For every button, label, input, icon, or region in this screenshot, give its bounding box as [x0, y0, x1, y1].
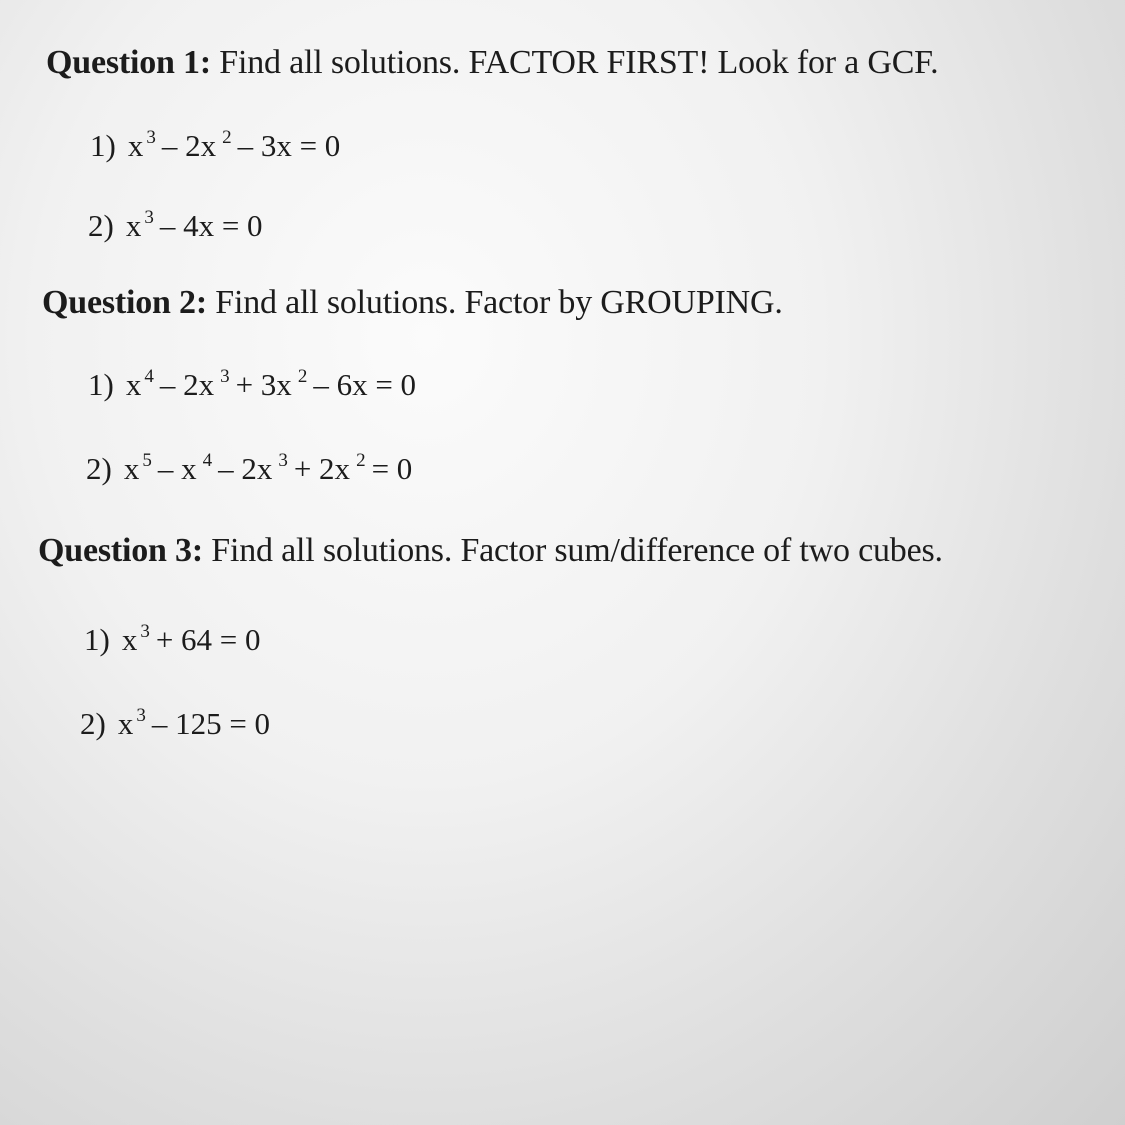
item-number: 2)	[80, 706, 106, 741]
question-1-label: Question 1:	[46, 44, 211, 81]
question-2-item-1	[88, 367, 419, 403]
equation-term: – 2x	[159, 367, 215, 402]
exponent: 3	[146, 127, 156, 148]
question-1-item-2	[88, 208, 266, 244]
question-1-instruction: Find all solutions. FACTOR FIRST! Look for a GCF.	[219, 44, 939, 81]
equation-term: x	[121, 622, 138, 657]
equation-term: – 3x = 0	[237, 128, 341, 163]
exponent: 2	[356, 450, 366, 471]
item-number: 1)	[84, 622, 110, 657]
question-2-item-2	[86, 451, 415, 487]
item-number: 1)	[90, 128, 116, 163]
question-3-item-2	[80, 706, 273, 742]
equation-term: – 4x = 0	[159, 208, 263, 243]
question-3-heading	[38, 532, 943, 570]
question-2-heading	[42, 284, 783, 322]
equation-term: x	[125, 208, 142, 243]
exponent: 3	[140, 621, 150, 642]
exponent: 2	[297, 366, 308, 387]
equation-term: – 125 = 0	[151, 706, 271, 741]
question-3-label: Question 3:	[38, 532, 203, 569]
equation-term: – 6x = 0	[313, 367, 417, 402]
equation-term: + 2x	[293, 451, 351, 486]
equation-term: x	[117, 706, 134, 741]
exponent: 3	[278, 450, 288, 471]
question-1-item-1	[90, 128, 343, 164]
equation-term: + 3x	[235, 367, 292, 402]
item-number: 2)	[88, 208, 114, 243]
exponent: 4	[144, 366, 154, 387]
exponent: 4	[202, 450, 213, 471]
question-1-heading	[46, 44, 938, 82]
question-2-instruction: Find all solutions. Factor by GROUPING.	[215, 284, 783, 321]
item-number: 2)	[86, 451, 112, 486]
equation-term: – x	[157, 451, 197, 486]
exponent: 3	[136, 705, 146, 726]
equation-term: – 2x	[161, 128, 217, 163]
exponent: 2	[222, 127, 232, 148]
exponent: 3	[220, 366, 230, 387]
equation-term: = 0	[371, 451, 413, 486]
equation-term: x	[125, 367, 142, 402]
equation-term: – 2x	[218, 451, 273, 486]
exponent: 3	[144, 207, 154, 228]
question-3-item-1	[84, 622, 264, 658]
equation-term: x	[127, 128, 144, 163]
item-number: 1)	[88, 367, 114, 402]
equation-term: + 64 = 0	[155, 622, 261, 657]
question-2-label: Question 2:	[42, 284, 207, 321]
equation-term: x	[123, 451, 140, 486]
exponent: 5	[142, 450, 152, 471]
question-3-instruction: Find all solutions. Factor sum/difference of two cubes.	[211, 532, 943, 569]
